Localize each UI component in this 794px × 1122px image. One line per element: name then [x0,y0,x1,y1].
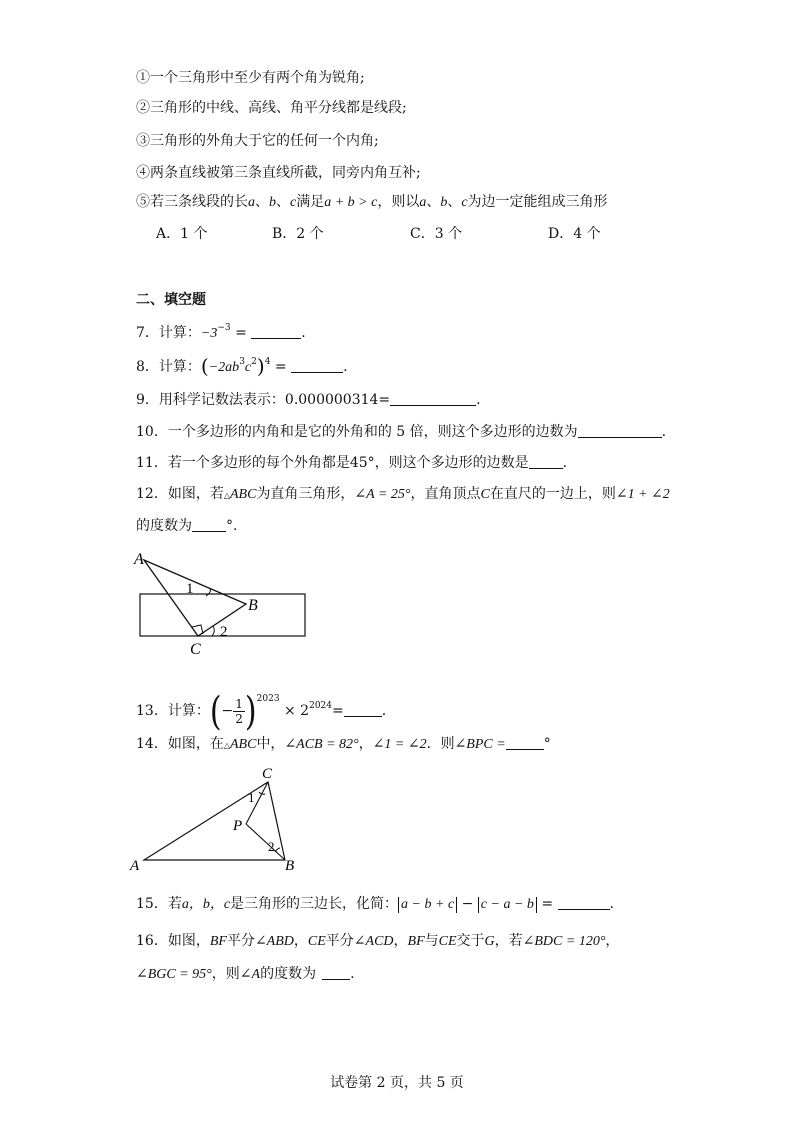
answer-blank[interactable] [344,702,382,717]
question-16-line-1: 16．如图，BF平分∠ABD，CE平分∠ACD，BF与CE交于G，若∠BDC = 120°， [136,933,620,949]
label-a: A [134,551,144,568]
answer-blank[interactable] [529,454,563,469]
answer-blank[interactable] [192,517,226,532]
label-angle-2: 2 [220,624,228,640]
statement-5: ⑤若三条线段的长a、b、c满足a + b > c，则以a、b、c为边一定能组成三角形 [136,194,608,210]
question-13: 13．计算：(− $\frac{1}{2}$ )$^{2023} \times 2^{2024}=$ . [136,689,387,736]
question-14: 14．如图，在△ABC中，∠ACB = 82°，∠1 = ∠2．则∠BPC = ° [136,736,551,752]
question-9: 9．用科学记数法表示：0.000000314= . [136,392,481,408]
section-title: 二、填空题 [136,292,206,308]
label-angle-1: 1 [186,581,194,597]
question-16-line-2: ∠BGC = 95°，则∠A的度数为 . [136,966,355,982]
answer-blank[interactable] [291,358,343,373]
choice-d[interactable]: D．4 个 [548,226,601,242]
angle-2-arc [212,626,214,636]
question-12-line-2: 的度数为 °. [136,518,238,534]
label-b: B [248,597,258,614]
statement-4: ④两条直线被第三条直线所截，同旁内角互补; [136,165,421,181]
answer-blank[interactable] [558,895,610,910]
question-7: 7．计算：$-3^{-3}$ = . [136,323,306,341]
label-a: A [130,858,140,874]
answer-blank[interactable] [390,391,476,406]
answer-blank[interactable] [506,735,544,750]
question-15: 15．若a，b，c是三角形的三边长，化简： a − b + c − c − a − b = . [136,896,614,912]
label-b: B [285,858,295,874]
segment-bp [246,824,285,860]
choice-b[interactable]: B．2 个 [272,226,324,242]
label-angle-2: 2 [268,839,275,854]
answer-blank[interactable] [578,423,662,438]
fraction: $\frac{1}{2}$ [235,696,243,726]
triangle-abc [144,560,246,636]
question-10: 10．一个多边形的内角和是它的外角和的 5 倍，则这个多边形的边数为 . [136,424,667,440]
statement-3: ③三角形的外角大于它的任何一个内角; [136,133,379,149]
choice-c[interactable]: C．3 个 [410,226,463,242]
figure-12 [128,546,318,658]
page-footer: 试卷第 2 页，共 5 页 [330,1075,464,1091]
label-angle-1: 1 [248,790,255,805]
triangle-abc [144,782,285,860]
answer-blank[interactable] [322,965,350,980]
absolute-value-1: a − b + c [398,897,457,913]
angle-2-arc [275,848,280,852]
question-12-line-1: 12．如图，若△ABC为直角三角形，∠A = 25°，直角顶点C在直尺的一边上，则∠1 + ∠2 [136,486,670,502]
answer-blank[interactable] [251,324,301,339]
statement-2: ②三角形的中线、高线、角平分线都是线段; [136,100,407,116]
angle-1-arc [206,588,211,596]
statement-1: ①一个三角形中至少有两个角为锐角; [136,70,365,86]
figure-14 [128,762,308,874]
triangle-icon: △ [223,491,230,500]
question-11: 11．若一个多边形的每个外角都是45°，则这个多边形的边数是 . [136,455,568,471]
triangle-icon: △ [223,741,230,750]
answer-choices [156,224,601,244]
choice-a[interactable]: A．1 个 [156,226,208,242]
label-p: P [233,818,243,834]
absolute-value-2: c − a − b [478,897,537,913]
question-8: 8．计算：$(-2ab^3c^2)^4$ = . [136,354,348,378]
label-c: C [262,766,273,782]
label-c: C [190,641,201,658]
